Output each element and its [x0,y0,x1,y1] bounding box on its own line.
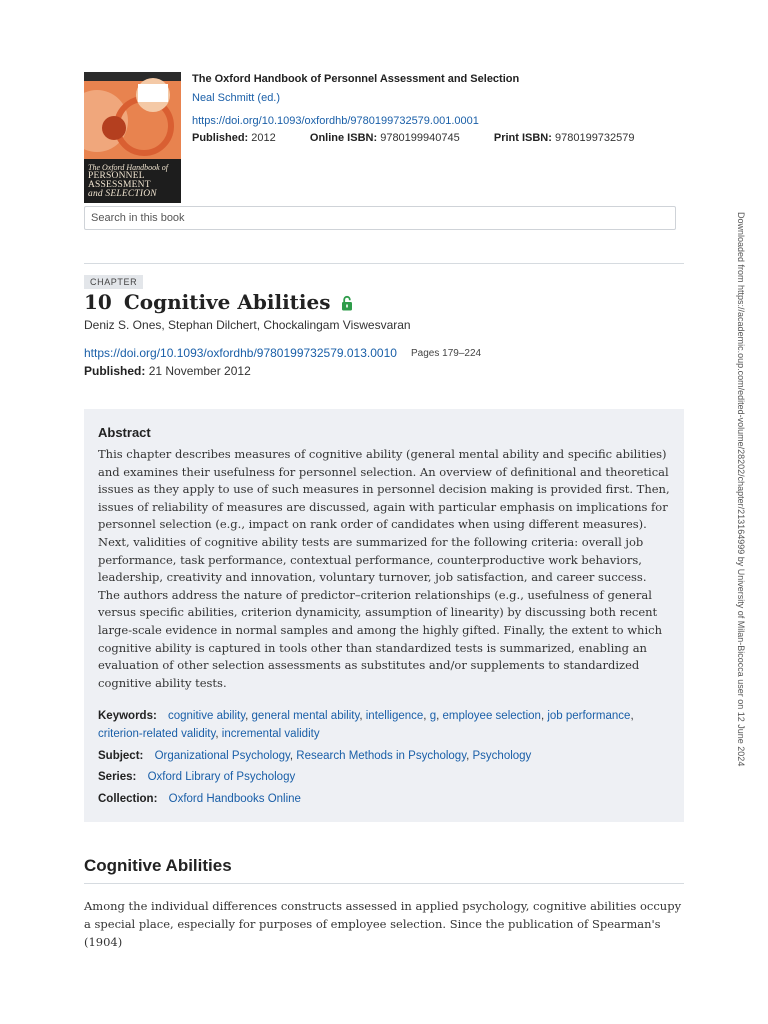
chapter-title-text: Cognitive Abilities [123,290,331,314]
section-divider [84,883,684,884]
subject-row: Subject: Organizational Psychology, Research Methods in Psychology, Psychology [98,749,532,762]
keyword-link[interactable]: incremental validity [221,728,320,740]
keyword-link[interactable]: general mental ability [251,710,360,722]
download-watermark: Downloaded from https://academic.oup.com/edited-volume/28202/chapter/213164999 by University of Milan-Bicocca user on 12 June 2024 [736,212,746,767]
book-title: The Oxford Handbook of Personnel Assessment and Selection [192,73,520,85]
cover-strip [84,72,181,81]
online-isbn-value: 9780199940745 [380,132,460,144]
chapter-number: 10 [84,290,112,314]
cover-title-line: and SELECTION [88,189,157,199]
cover-title-line: The Oxford Handbook of [88,163,168,172]
divider [84,263,684,264]
abstract-heading: Abstract [98,425,151,440]
book-doi-link[interactable]: https://doi.org/10.1093/oxfordhb/9780199732579.001.0001 [192,115,479,127]
chapter-published-label: Published: [84,364,146,378]
cover-title [88,163,180,199]
chapter-doi-link[interactable]: https://doi.org/10.1093/oxfordhb/9780199732579.013.0010 [84,346,397,360]
abstract-text: This chapter describes measures of cognitive ability (general mental ability and specific abilities) and examines their usefulness for personnel selection. An overview of definitional and theoretical issues as they apply to use of such measures in personnel decision making is provided first. Then, issues of reliability of measures are discussed, again with particular emphasis on implications for personnel selection (e.g., impact on rank order of candidates when using different measures). Next, validities of cognitive ability tests are summarized for the following criteria: overall job performance, task performance, contextual performance, counterproductive work behaviors, leadership, creativity and innovation, voluntary turnover, job satisfaction, and career success. The authors address the nature of predictor–criterion relationships (e.g., usefulness of general versus specific abilities, criterion dynamicity, assumption of linearity) by discussing both recent large-scale evidence in normal samples and among the highly gifted. Finally, the extent to which cognitive ability is captured in tools other than standardized tests is summarized, enabling an evaluation of other selection assessments as substitutes and/or supplements to standardized cognitive ability tests. [98,447,670,690]
chapter-pages: Pages 179–224 [411,348,482,359]
online-isbn-label: Online ISBN: [309,132,378,144]
section-heading: Cognitive Abilities [84,856,232,875]
series-link[interactable]: Oxford Library of Psychology [147,771,296,783]
keyword-link[interactable]: intelligence [365,710,424,722]
chapter-badge: CHAPTER [84,275,143,289]
subject-label: Subject: [98,749,144,762]
published-label: Published: [192,132,249,144]
book-header [84,72,684,203]
keywords-row: Keywords: cognitive ability, general mental ability, intelligence, g, employee selection, job performance, criterion-related validity, incremental validity [98,710,634,740]
book-editor-link[interactable]: Neal Schmitt (ed.) [192,92,281,104]
keyword-link[interactable]: cognitive ability [168,710,246,722]
cover-circle [102,116,126,140]
subject-link[interactable]: Psychology [472,749,532,762]
book-cover-image[interactable] [84,72,181,203]
keyword-link[interactable]: criterion-related validity [98,728,216,740]
abstract-metadata [98,707,670,811]
series-row [98,768,670,786]
keywords-label: Keywords: [98,710,157,722]
series-label: Series: [98,771,137,783]
collection-link[interactable]: Oxford Handbooks Online [168,792,301,805]
search-in-book-input[interactable]: Search in this book [84,206,676,230]
abstract-box [84,409,684,822]
subject-link[interactable]: Organizational Psychology [154,749,290,762]
section-paragraph: Among the individual differences constructs assessed in applied psychology, cognitive abilities occupy a special place, especially for purposes of employee selection. Since the publication of Spearman's (1904) [84,899,682,949]
keyword-link[interactable]: job performance [547,710,631,722]
collection-label: Collection: [98,792,158,805]
chapter-published [84,364,251,378]
keyword-link[interactable]: employee selection [442,710,541,722]
book-publication-info [192,132,635,144]
chapter-published-value: 21 November 2012 [148,364,251,378]
print-isbn-value: 9780199732579 [554,132,635,144]
cover-title-line: PERSONNEL [88,171,145,181]
collection-row [98,790,670,808]
open-access-lock-icon [341,292,353,316]
cover-title-line: ASSESSMENT [88,180,151,190]
published-value: 2012 [251,132,276,144]
cover-editor-box [138,84,168,102]
subject-link[interactable]: Research Methods in Psychology [296,749,467,762]
chapter-title [84,290,353,316]
keyword-link[interactable]: g [429,710,437,722]
chapter-authors: Deniz S. Ones, Stephan Dilchert, Chockalingam Viswesvaran [84,318,411,332]
print-isbn-label: Print ISBN: [493,132,552,144]
